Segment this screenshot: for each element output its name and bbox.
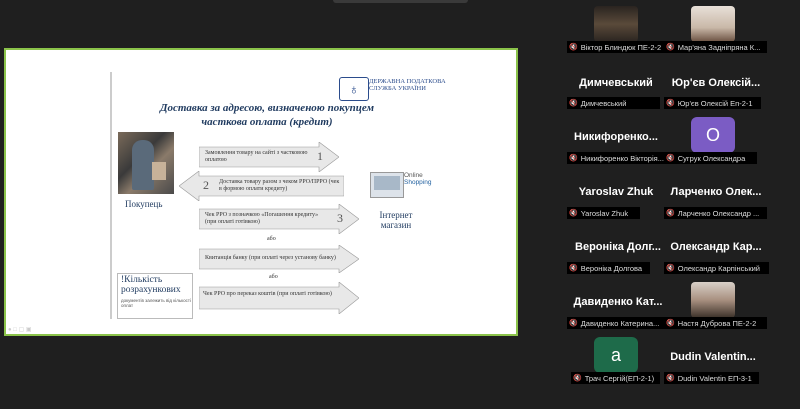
participant-avatar[interactable]: a [594,337,638,373]
arrow-transfer-receipt-text: Чек РРО про переказ коштів (при оплаті готівкою) [203,291,332,297]
top-toolbar [333,0,468,3]
participant-tag: 🔇 Юр'єв Олексій Еп-2-1 [664,97,761,109]
mic-off-icon: 🔇 [666,100,675,107]
shared-screen [4,48,518,336]
participant-tile[interactable] [572,296,664,309]
mic-off-icon: 🔇 [569,155,578,162]
slide-tools[interactable]: ● □ ▢ ▣ [8,327,32,333]
participant-tag: 🔇 Мар'яна Задніпряна К... [664,41,767,53]
step-1: 1 [317,149,323,163]
buyer-label: Покупець [125,199,163,209]
mic-off-icon: 🔇 [573,375,582,382]
participant-video[interactable] [691,282,735,318]
arrow-order-text: Замовлення товару на сайті з частковою оплатою [205,150,308,163]
participant-video[interactable] [594,6,638,42]
participant-tile[interactable] [669,241,763,254]
participant-tile[interactable] [666,351,760,364]
participant-name: Димчевський [579,77,653,89]
participant-tag: 🔇 Вероніка Долгова [567,262,650,274]
slide [111,72,446,319]
participant-tag: 🔇 Yaroslav Zhuk [567,207,640,219]
participant-tag: 🔇 Олександр Карпінський [664,262,769,274]
or-label-2: або [269,274,278,280]
participant-name: Давиденко Кат... [573,296,663,308]
count-title: !Кількість розрахункових [121,275,181,295]
participant-name: Никифоренко... [574,131,658,143]
mic-off-icon: 🔇 [569,44,578,51]
mic-off-icon: 🔇 [569,320,578,327]
shop-label: Інтернет магазин [379,210,413,230]
online-shopping-label [404,172,431,186]
participant-tag: 🔇 Димчевський [567,97,660,109]
participant-name: Ларченко Олек... [670,186,762,198]
mic-off-icon: 🔇 [569,210,578,217]
slide-divider [111,72,112,319]
count-note [117,273,193,319]
arrow-bank-receipt [199,245,359,273]
arrow-order [199,142,339,172]
org-name: ДЕРЖАВНА ПОДАТКОВА СЛУЖБА УКРАЇНИ [369,78,446,92]
participant-tag: 🔇 Трач Сергій(ЕП-2-1) [571,372,660,384]
participant-tag: 🔇 Настя Дуброва ПЕ-2-2 [664,317,767,329]
participant-name: Yaroslav Zhuk [578,186,654,198]
or-label-1: або [267,236,276,242]
participant-tile[interactable] [669,186,763,199]
participant-avatar[interactable]: O [691,117,735,153]
participant-name: Юр'єв Олексій... [671,77,761,89]
arrow-delivery [179,171,344,201]
participant-tag: 🔇 Віктор Блиндюк ПЕ-2-2 [567,41,670,53]
participant-name: Вероніка Долг... [575,241,661,253]
participant-tile[interactable] [572,131,660,144]
slide-title: Доставка за адресою, визначеною покупцем часткова оплата (кредит) [159,102,375,128]
tax-service-logo: ♁ [339,77,369,101]
participant-name: Олександр Кар... [670,241,762,253]
laptop-shop-icon [370,172,404,198]
participant-tag: 🔇 Давиденко Катерина... [567,317,668,329]
arrow-delivery-text: Доставка товару разом з чеком РРО/ПРРО (чек в формою оплати кредиту) [219,179,340,192]
count-subtitle: документів залежить від кількості оплат [121,298,191,308]
mic-off-icon: 🔇 [666,320,675,327]
participant-tile[interactable] [574,186,658,199]
step-2: 2 [203,178,209,192]
mic-off-icon: 🔇 [569,100,578,107]
mic-off-icon: 🔇 [666,265,675,272]
participant-tile[interactable] [669,77,763,90]
participant-tag: 🔇 Никифоренко Вікторія... [567,152,670,164]
participant-tag: 🔇 Dudin Valentin ЕП-3-1 [664,372,759,384]
online-label-bottom: Shopping [404,179,432,186]
arrow-transfer-receipt [199,282,359,314]
mic-off-icon: 🔇 [666,375,675,382]
participant-name: Dudin Valentin... [670,351,756,363]
online-label-top: Online [404,172,423,179]
participant-tile[interactable] [572,241,664,254]
arrow-receipt-credit-text: Чек РРО з позначкою «Погашення кредиту» (при оплаті готівкою) [205,212,319,225]
arrow-bank-receipt-text: Квитанція банку (при оплаті через установу банку) [205,255,336,261]
mic-off-icon: 🔇 [666,210,675,217]
mic-off-icon: 🔇 [666,44,675,51]
participant-tag: 🔇 Сугрук Олександра [664,152,757,164]
participant-tile[interactable] [574,77,658,90]
mic-off-icon: 🔇 [666,155,675,162]
step-3: 3 [337,211,343,225]
mic-off-icon: 🔇 [569,265,578,272]
participant-tag: 🔇 Ларченко Олександр ... [664,207,767,219]
arrow-receipt-credit [199,204,359,234]
buyer-image [118,132,174,194]
participant-video[interactable] [691,6,735,42]
